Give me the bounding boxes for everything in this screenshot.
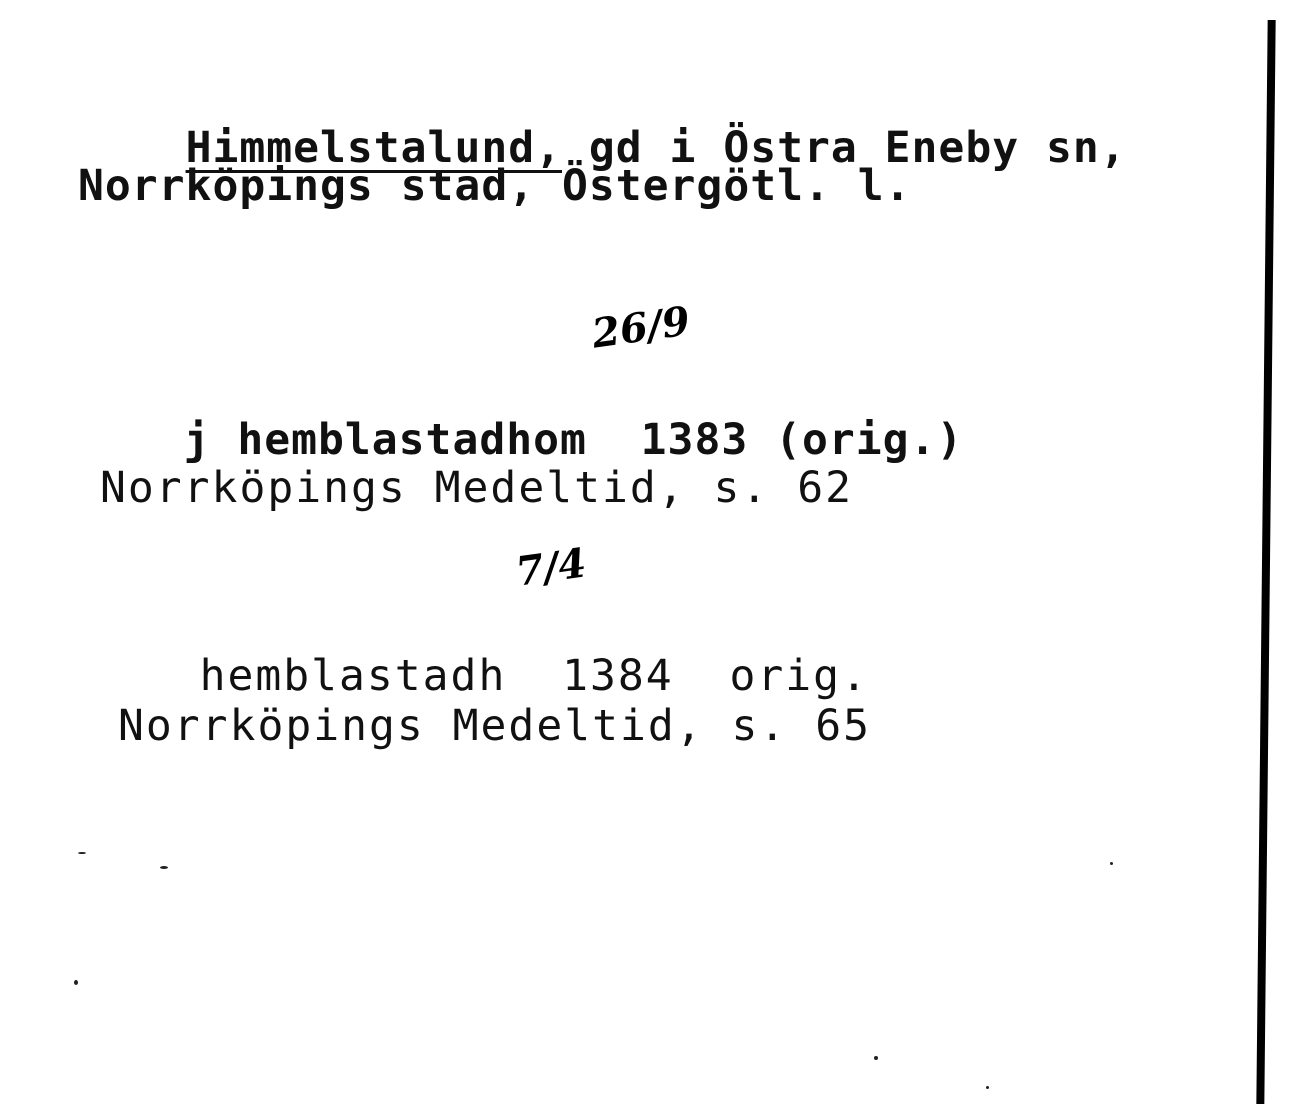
handwritten-date-1: 26/9	[589, 297, 693, 358]
card-edge-shadow	[1256, 20, 1275, 1104]
entry2-reference: Norrköpings Medeltid, s. 65	[118, 701, 871, 751]
scan-speck	[874, 1056, 878, 1060]
headword: Himmelstalund,	[185, 123, 562, 173]
entry2-source: orig.	[729, 651, 869, 701]
entry1-source: (orig.)	[775, 415, 964, 465]
handwritten-date-2: 7/4	[513, 539, 590, 596]
scan-speck	[74, 980, 78, 985]
entry1-reference: Norrköpings Medeltid, s. 62	[100, 463, 853, 513]
entry1-year: 1383	[640, 415, 749, 465]
scan-speck	[986, 1086, 989, 1089]
entry2-form: hemblastadh	[199, 651, 507, 701]
scan-speck	[78, 852, 86, 854]
scan-speck	[1110, 862, 1113, 865]
location-text: gd i Östra Eneby sn,	[562, 123, 1127, 173]
municipality-line: Norrköpings stad, Östergötl. l.	[78, 161, 912, 211]
entry1-form: j hemblastadhom	[183, 415, 587, 465]
scan-speck	[160, 866, 168, 869]
entry2-year: 1384	[562, 651, 674, 701]
